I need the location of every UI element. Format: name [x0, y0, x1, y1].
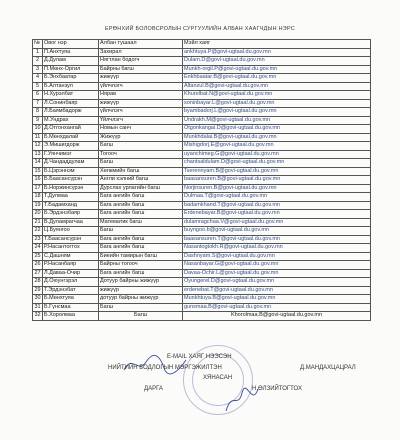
cell-no: 21 — [34, 218, 41, 225]
cell-position: Математик багш — [99, 218, 183, 227]
cell-no: 2 — [33, 57, 43, 66]
cell-email: badamkhand.T@govi-ugtaal.du.gov.mn — [183, 201, 371, 210]
cell-name: Б.Гүнсмаа — [43, 303, 99, 312]
cell-position: Үйлчлэгч — [99, 116, 183, 125]
cell-email: Mishigdorj.E@govi-ugtaal.du.gov.mn — [183, 142, 371, 151]
footer-head-title: ДАРГА — [144, 386, 163, 392]
cell-email: Enkhbaatar.B@govi-ugtaal.du.gov.mn — [183, 74, 371, 83]
cell-position: Дурслах урлагийн багш — [99, 184, 183, 193]
footer-email-opened: E-MAIL ХАЯГ НЭЭСЭН — [167, 354, 232, 360]
cell-name: Ц.Буянгоо — [43, 227, 99, 236]
cell-email: Khorolmaa.B@govi-ugtaal.du.gov.mn — [183, 312, 371, 321]
cell-email: uyanchimeg.G@govi-ugtaal.du.gov.mn — [183, 150, 371, 159]
cell-position: үйлчлэгч — [99, 82, 183, 91]
cell-no: 28 — [34, 278, 41, 284]
cell-position: Бага ангийн багш — [99, 235, 183, 244]
cell-email: baasansuren.B@govi-ugtaal.du.gov.mn — [183, 176, 371, 185]
cell-name: Т.Эрдэнэбат — [43, 286, 99, 295]
cell-email: Munkhdalai.B@govi-ugtaal.du.gov.mn — [183, 133, 371, 142]
cell-name: Р.Насанбаяр — [43, 261, 99, 270]
cell-position: Номын санч — [99, 125, 183, 134]
cell-email: Undrakh.M@govi-ugtaal.du.gov.mn — [183, 116, 371, 125]
cell-email: erdenebat.T@govi-ugtaal.du.gov.mn — [183, 286, 371, 295]
cell-email: buyngoo.b@govi-ugtaal.du.gov.mn — [183, 227, 371, 236]
cell-no: 12 — [34, 142, 41, 148]
cell-position: Англи хэлний багш — [99, 176, 183, 185]
cell-position: Байрны тогооч — [99, 261, 183, 270]
cell-name: Р.Насантогтох — [43, 244, 99, 253]
cell-no: 10 — [34, 125, 41, 131]
cell-email: Nasanbayar.G@govi-ugtaal.du.gov.mn — [183, 261, 371, 270]
header-email: Мэйл хаяг — [183, 40, 371, 49]
cell-no: 8 — [33, 108, 43, 117]
cell-name: Л.Сонинбаяр — [43, 99, 99, 108]
cell-name: П.Анхтуяа — [43, 48, 99, 57]
cell-no: 30 — [34, 295, 41, 301]
cell-position: Биеийн тамирын багш — [99, 252, 183, 261]
cell-no: 4 — [33, 74, 43, 83]
cell-no: 14 — [34, 159, 41, 165]
cell-position: Бага ангийн багш — [99, 210, 183, 219]
cell-no: 25 — [34, 252, 41, 259]
cell-email: Dulmaa.T@govi-ugtaal.du.gov.mn — [183, 193, 371, 202]
cell-position: жижүүр — [99, 99, 183, 108]
cell-name: М.Ундрах — [43, 116, 99, 125]
footer-head-name: Н.ӨЛЗИЙТОГТОХ — [252, 386, 302, 392]
cell-email: Altanzul.B@govi-ugtaal.du.gov.mn — [183, 82, 371, 91]
footer-officer-title: НИЙТИЙН БОДЛОГЫН МЭРГЭЖИЛТЭН — [108, 365, 222, 371]
cell-position: Нярав — [99, 91, 183, 100]
cell-position: Бага ангийн багш — [99, 244, 183, 253]
cell-name: С.Дашням — [43, 252, 99, 261]
cell-position: Жижүүр — [99, 133, 183, 142]
cell-email: ankhtuya.P@govi-ugtaal.du.gov.mn — [183, 48, 371, 57]
cell-no: 32 — [34, 312, 41, 318]
cell-position: жижүүр — [99, 74, 183, 83]
cell-name: Б.Цэрэннэм — [43, 167, 99, 176]
cell-no: 5 — [33, 82, 43, 91]
cell-position: Бага ангийн багш — [99, 269, 183, 278]
cell-no: 20 — [34, 210, 41, 216]
cell-name: Б.Алтанзул — [43, 82, 99, 91]
cell-no: 23 — [34, 235, 41, 242]
cell-name: Л.Даваа-Очир — [43, 269, 99, 278]
cell-name: Г.Уянчимэг — [43, 150, 99, 159]
cell-no: 29 — [34, 286, 41, 293]
cell-no: 19 — [34, 201, 41, 208]
cell-email: byambadorj.L@govi-ugtaal.du.gov.mn — [183, 108, 371, 117]
cell-name: Д.Чандаддулам — [43, 159, 99, 168]
cell-position: Багш — [99, 159, 183, 168]
cell-email: Norjinsuren.B@govi-ugtaal.du.gov.mn — [183, 184, 371, 193]
cell-no: 9 — [33, 116, 43, 125]
cell-position: Бага ангийн багш — [99, 201, 183, 210]
cell-email: Otgonkangai.D@govi-ugtaal.du.gov.mn — [183, 125, 371, 134]
cell-position: дотуур байрны жижүүр — [99, 295, 183, 304]
cell-name: Д.Отгонхангай — [43, 125, 99, 134]
cell-name: Т.Бадамханд — [43, 201, 99, 210]
cell-email: Dulam.D@govi-ugtaal.du.gov.mn — [183, 57, 371, 66]
cell-no: 3 — [33, 65, 43, 74]
cell-email: Erdenebayar.B@govi-ugtaal.du.gov.mn — [183, 210, 371, 219]
cell-position: Дотуур байрны жижүүр — [99, 278, 183, 287]
cell-no: 24 — [34, 244, 41, 250]
cell-position: Багш — [99, 303, 183, 312]
cell-no: 18 — [34, 193, 41, 199]
cell-position: Бага ангийн багш — [99, 193, 183, 202]
cell-name: Б.Энхбаатар — [43, 74, 99, 83]
cell-no: 11 — [33, 133, 43, 142]
cell-name: Б.Норжинсүрэн — [43, 184, 99, 193]
cell-no: 1 — [33, 48, 43, 57]
cell-position: Тогооч — [99, 150, 183, 159]
header-no: № — [33, 40, 43, 49]
cell-email: soninbayar.L@govi-ugtaal.du.gov.mn — [183, 99, 371, 108]
cell-name: Б.Хоролмаа — [43, 312, 99, 321]
cell-email: Oyungerel.D@govi-ugtaal.du.gov.mn — [183, 278, 371, 287]
cell-no: 16 — [34, 176, 41, 182]
cell-name: П.Мөнх-Оргил — [43, 65, 99, 74]
cell-email: Tserennyam.B@govi-ugtaal.du.gov.mn — [183, 167, 371, 176]
cell-no: 27 — [34, 269, 41, 276]
cell-name: Д.Оюунгэрэл — [43, 278, 99, 287]
cell-no: 26 — [34, 261, 41, 267]
cell-name: Л.Баямбадорж — [43, 108, 99, 117]
cell-no: 17 — [34, 184, 41, 191]
cell-no: 7 — [33, 99, 43, 108]
cell-email: dulamragchaa.V@govi-ugtaal.du.gov.mn — [183, 218, 371, 227]
header-name: Овог нэр — [43, 40, 99, 49]
document-title: ЕРӨНХИЙ БОЛОВСРОЛЫН СУРГУУЛИЙН АЛБАН ХААГЧДЫН НЭРС — [104, 26, 296, 32]
cell-email: Davaa-Ochir.L@govi-ugtaal.du.gov.mn — [183, 269, 371, 278]
cell-email: Khurelbat.N@govi-ugtaal.du.gov.mn — [183, 91, 371, 100]
cell-name: В.Дуламрагчаа — [43, 218, 99, 227]
cell-email: Munkhtuya.B@govi-ugtaal.du.gov.mn — [183, 295, 371, 304]
cell-name: Т.Баасансүрэн — [43, 235, 99, 244]
cell-position: Захирал — [99, 48, 183, 57]
cell-position: Нягтлан бодогч — [99, 57, 183, 66]
cell-name: Э.Мишигдорж — [43, 142, 99, 151]
header-position: Албан тушаал — [99, 40, 183, 49]
cell-name: Т.Дулмаа — [43, 193, 99, 202]
cell-name: Б.Мөнхтуяа — [43, 295, 99, 304]
footer-officer-name: Д.МАНДАХЦАЦРАЛ — [300, 365, 356, 371]
cell-email: chantsaldulam.D@govi-ugtaal.du.gov.mn — [183, 159, 371, 168]
cell-name: Б.Эрдэнэбаяр — [43, 210, 99, 219]
cell-email: gunsmaa.B@govi-ugtaal.du.gov.mn — [183, 303, 371, 312]
cell-email: Dashnyam.S@govi-ugtaal.du.gov.mn — [183, 252, 371, 261]
cell-no: 15 — [34, 167, 41, 174]
cell-no: 13 — [34, 150, 41, 157]
cell-position: Багш — [99, 227, 183, 236]
cell-no: 22 — [34, 227, 41, 233]
cell-email: Munkh-orgil.P@govi-ugtaal.du.gov.mn — [183, 65, 371, 74]
cell-position: Багш — [99, 142, 183, 151]
cell-name: Б.Мөнхдалай — [43, 133, 99, 142]
cell-name: Н.Хурэлбат — [43, 91, 99, 100]
cell-email: baasansuren.T@govi-ugtaal.du.gov.mn — [183, 235, 371, 244]
cell-position: үйлчлэгч — [99, 108, 183, 117]
cell-position: Байрны багш — [99, 65, 183, 74]
cell-position: жижүүр — [99, 286, 183, 295]
cell-no: 31 — [34, 303, 41, 310]
cell-name: Б.Баасансүрэн — [43, 176, 99, 185]
cell-email: Nasantogtokh.R@govi-ugtaal.du.gov.mn — [183, 244, 371, 253]
cell-no: 6 — [33, 91, 43, 100]
cell-position: Хөгжмийн багш — [99, 167, 183, 176]
footer-reviewed: ХЯНАСАН — [203, 375, 233, 381]
cell-name: Д.Дулам — [43, 57, 99, 66]
cell-position: Багш — [99, 312, 183, 321]
